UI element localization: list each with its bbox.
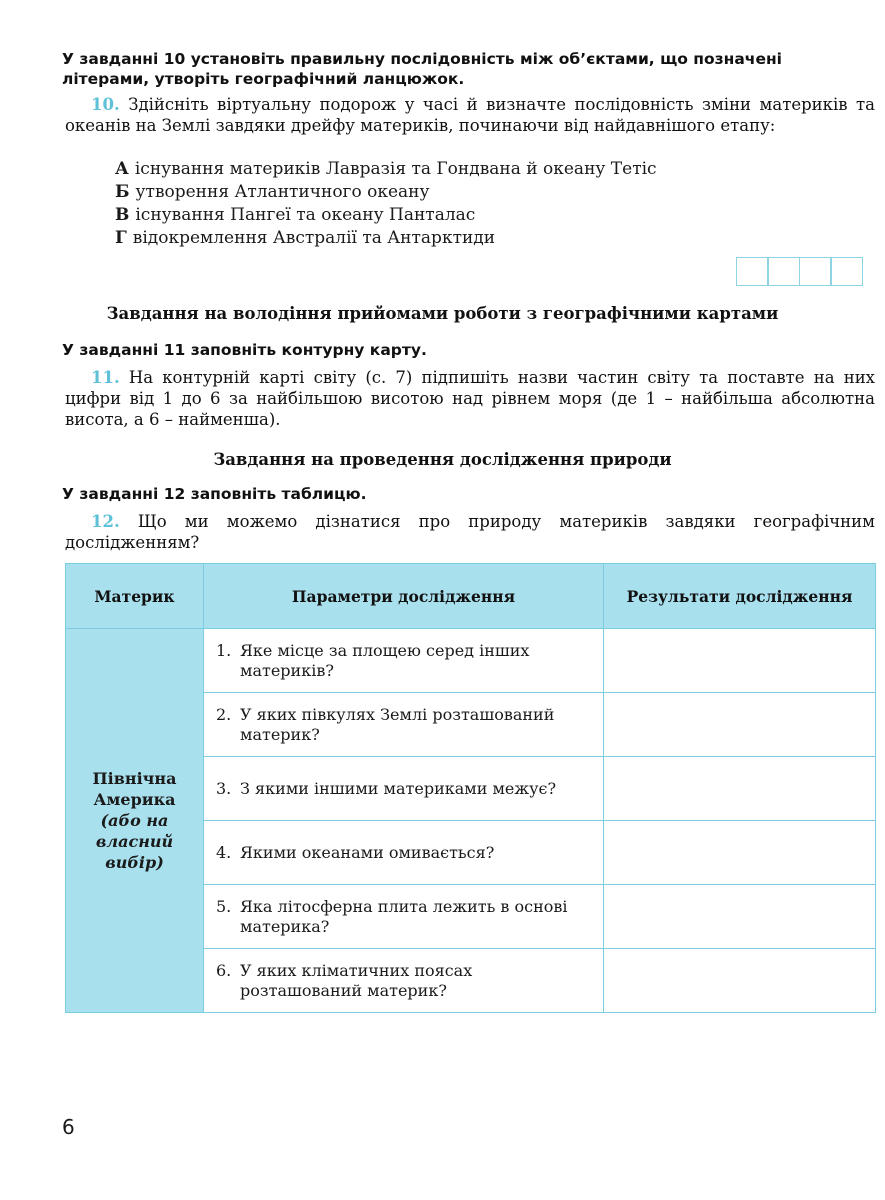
answer-box[interactable] (799, 257, 832, 286)
instruction-task-11: У завданні 11 заповніть контурну карту. (62, 341, 427, 359)
parameter-text: Яка літосферна плита лежить в основі материка? (240, 896, 568, 936)
parameter-text: У яких півкулях Землі розташований материк? (240, 704, 555, 744)
research-table (65, 563, 876, 1013)
continent-note: (або на власний вибір) (95, 811, 174, 872)
page-number: 6 (62, 1115, 75, 1139)
result-cell[interactable] (604, 885, 876, 949)
task-10-options (115, 158, 657, 250)
continent-name: Північна Америка (92, 769, 177, 809)
option-a (115, 158, 657, 181)
parameter-cell (204, 949, 604, 1013)
task-12 (65, 511, 875, 553)
parameter-text: Якими океанами омивається? (240, 842, 495, 862)
answer-box[interactable] (767, 257, 800, 286)
option-letter: Б (115, 182, 130, 202)
parameter-number: 1. (216, 640, 232, 660)
parameter-cell (204, 757, 604, 821)
parameter-cell (204, 693, 604, 757)
option-letter: Г (115, 228, 127, 248)
parameter-text: З якими іншими материками межує? (240, 778, 557, 798)
parameter-number: 4. (216, 842, 232, 862)
task-12-text: Що ми можемо дізнатися про природу материків завдяки географічним дослідженням? (65, 512, 875, 552)
task-11-number: 11. (91, 368, 120, 387)
answer-box[interactable] (830, 257, 863, 286)
parameter-number: 2. (216, 704, 232, 724)
task-10-text: Здійсніть віртуальну подорож у часі й визначте послідовність зміни материків та океанів на Землі завдяки дрейфу материків, починаючи від найдавнішого етапу: (65, 95, 875, 135)
parameter-number: 5. (216, 896, 232, 916)
result-cell[interactable] (604, 949, 876, 1013)
task-11 (65, 367, 875, 430)
option-text: утворення Атлантичного океану (135, 182, 430, 202)
parameter-cell (204, 821, 604, 885)
option-text: існування Пангеї та океану Панталас (135, 205, 476, 225)
table-row (66, 629, 876, 693)
task-10-number: 10. (91, 95, 120, 114)
result-cell[interactable] (604, 693, 876, 757)
instruction-task-12: У завданні 12 заповніть таблицю. (62, 485, 367, 503)
instruction-task-10: У завданні 10 установіть правильну послідовність між об’єктами, що позначені літерами, утворіть географічний ланцюжок. (62, 50, 782, 88)
continent-cell (66, 629, 204, 1013)
result-cell[interactable] (604, 821, 876, 885)
answer-box[interactable] (736, 257, 769, 286)
header-continent: Материк (66, 564, 204, 629)
option-text: відокремлення Австралії та Антарктиди (132, 228, 496, 248)
task-10 (65, 94, 875, 136)
table-header-row (66, 564, 876, 629)
parameter-cell (204, 885, 604, 949)
option-g (115, 227, 657, 250)
result-cell[interactable] (604, 757, 876, 821)
parameter-text: У яких кліматичних поясах розташований материк? (240, 960, 473, 1000)
result-cell[interactable] (604, 629, 876, 693)
task-12-number: 12. (91, 512, 120, 531)
option-b (115, 181, 657, 204)
option-v (115, 204, 657, 227)
answer-boxes (737, 257, 863, 286)
parameter-cell (204, 629, 604, 693)
header-parameters: Параметри дослідження (204, 564, 604, 629)
section-heading-maps: Завдання на володіння прийомами роботи з географічними картами (106, 304, 779, 323)
option-letter: А (115, 159, 129, 179)
option-text: існування материків Лавразія та Гондвана й океану Тетіс (134, 159, 657, 179)
task-11-text: На контурній карті світу (с. 7) підпишіть назви частин світу та поставте на них цифри від 1 до 6 за найбільшою висотою над рівнем моря (де 1 – найбільша абсолютна висота, а 6 – найменша). (65, 368, 875, 429)
option-letter: В (115, 205, 130, 225)
parameter-text: Яке місце за площею серед інших материків? (240, 640, 530, 680)
section-heading-research: Завдання на проведення дослідження природи (213, 450, 672, 469)
header-results: Результати дослідження (604, 564, 876, 629)
parameter-number: 3. (216, 778, 232, 798)
parameter-number: 6. (216, 960, 232, 980)
